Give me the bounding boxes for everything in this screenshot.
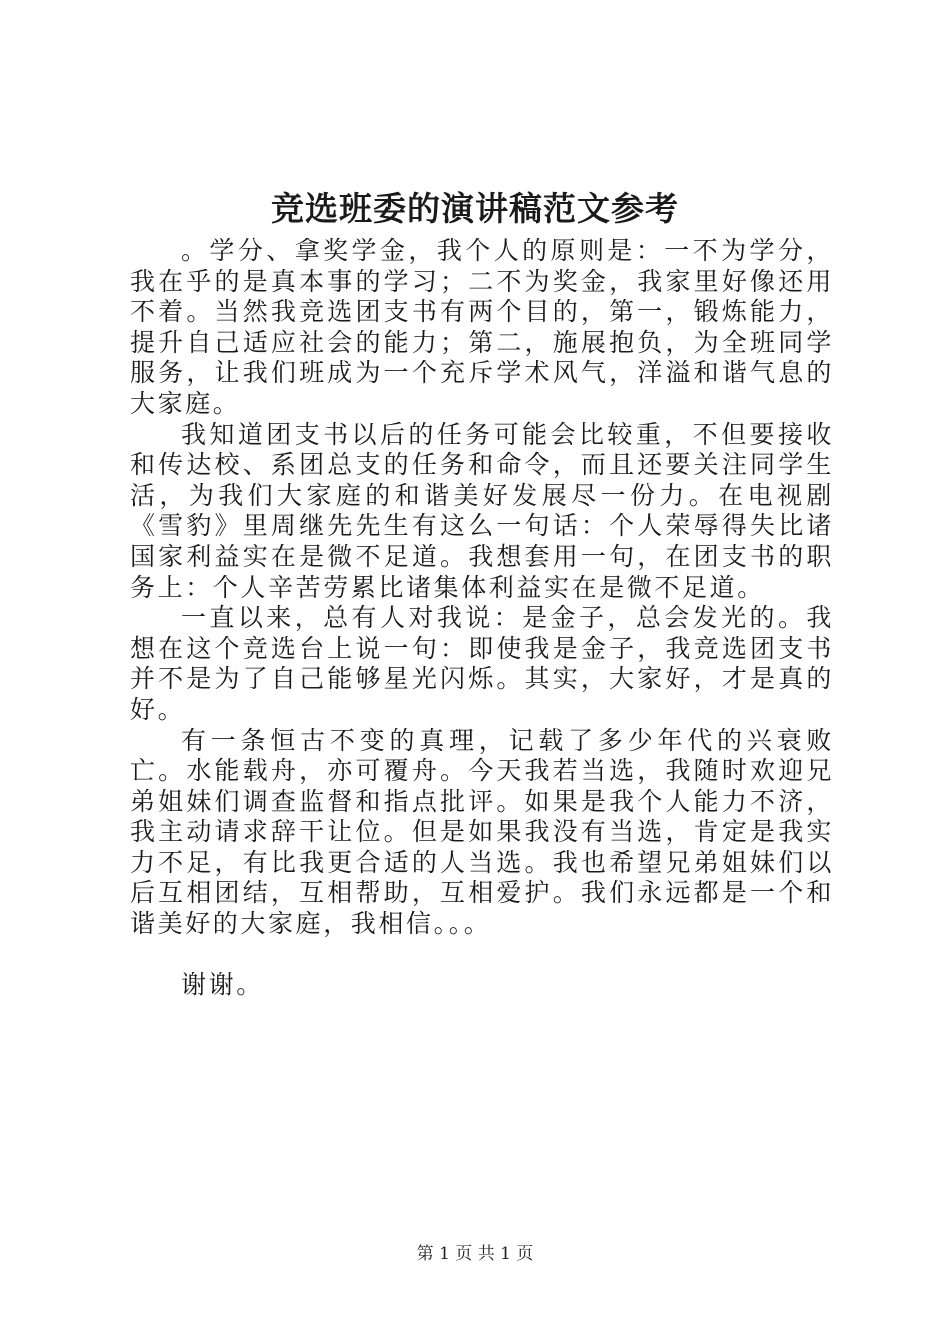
closing-line: 谢谢。: [181, 969, 264, 999]
paragraph-2: 我知道团支书以后的任务可能会比较重，不但要接收和传达校、系团总支的任务和命令，而且还要关注同学生活，为我们大家庭的和谐美好发展尽一份力。在电视剧《雪豹》里周继先先生有这么一句话：个人荣辱得失比诸国家利益实在是微不足道。我想套用一句，在团支书的职务上：个人辛苦劳累比诸集体利益实在是微不足道。: [130, 419, 834, 602]
paragraph-3: 一直以来，总有人对我说：是金子，总会发光的。我想在这个竞选台上说一句：即使我是金子，我竞选团支书并不是为了自己能够星光闪烁。其实，大家好，才是真的好。: [130, 603, 834, 724]
page-number-footer: 第 1 页 共 1 页: [416, 1244, 534, 1264]
document-title: 竞选班委的演讲稿范文参考: [271, 189, 679, 228]
paragraph-4: 有一条恒古不变的真理，记载了多少年代的兴衰败亡。水能载舟，亦可覆舟。今天我若当选，我随时欢迎兄弟姐妹们调查监督和指点批评。如果是我个人能力不济，我主动请求辞干让位。但是如果我没有当选，肯定是我实力不足，有比我更合适的人当选。我也希望兄弟姐妹们以后互相团结，互相帮助，互相爱护。我们永远都是一个和谐美好的大家庭，我相信。。。: [130, 725, 834, 939]
paragraph-1: 。学分、拿奖学金，我个人的原则是：一不为学分，我在乎的是真本事的学习；二不为奖金，我家里好像还用不着。当然我竞选团支书有两个目的，第一，锻炼能力，提升自己适应社会的能力；第二，施展抱负，为全班同学服务，让我们班成为一个充斥学术风气，洋溢和谐气息的大家庭。: [130, 236, 834, 418]
document-body: [130, 236, 834, 1000]
